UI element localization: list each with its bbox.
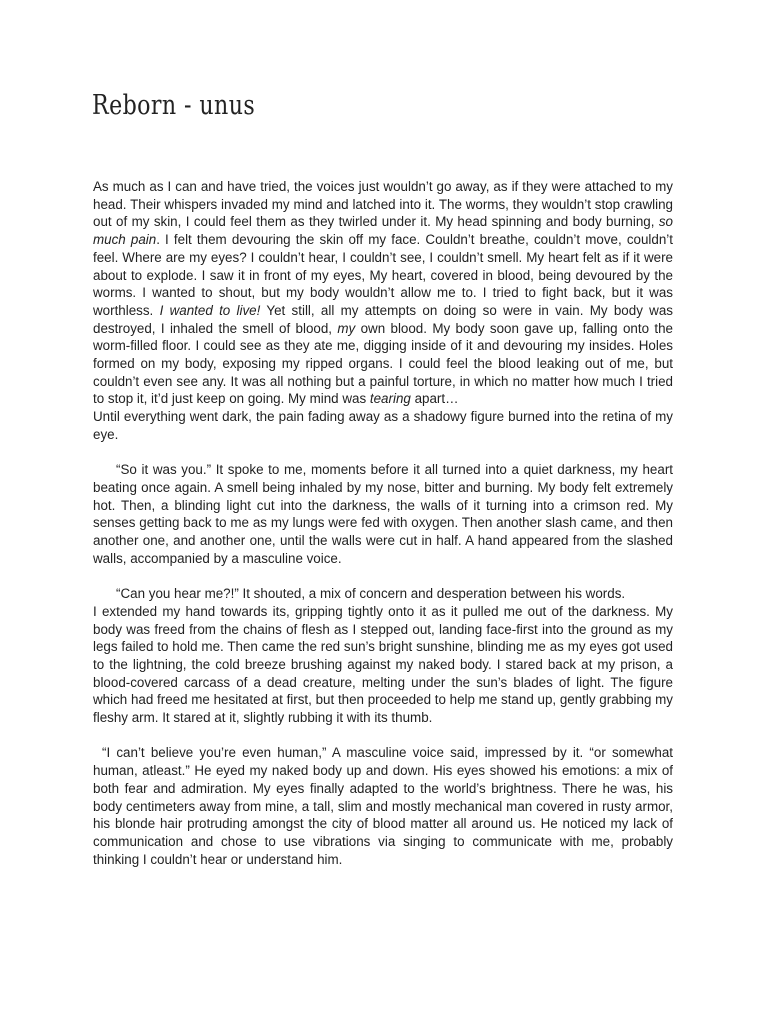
emphasis-my: my: [337, 320, 356, 336]
paragraph-gap: [93, 444, 673, 462]
paragraph-2: Until everything went dark, the pain fading away as a shadowy figure burned into the retina of my eye.: [93, 409, 673, 442]
story-body: [93, 178, 673, 868]
paragraph-1-text-g: own blood. My body soon gave up, falling onto the worm-filled floor. I could see as they ate me, digging inside of it and devouring my insides. Holes formed on my body, exposing my ripped organs. I could feel the blood leaking out of me, but couldn’t even see any. It was all nothing but a painful torture, in which no matter how much I tried to stop it, it’d just keep on going. My mind was: [93, 320, 673, 407]
paragraph-gap: [93, 567, 673, 585]
paragraph-1-text-e: Yet still, all my attempts on doing so were in vain. My body was destroyed, I inhaled the smell of blood,: [93, 302, 673, 336]
paragraph-gap: [93, 727, 673, 745]
paragraph-5: I extended my hand towards its, gripping tightly onto it as it pulled me out of the darkness. My body was freed from the chains of flesh as I stepped out, landing face-first into the ground as my legs failed to hold me. Then came the red sun’s bright sunshine, blinding me as my eyes got used to the lightning, the cold breeze brushing against my naked body. I stared back at my prison, a blood-covered carcass of a dead creature, melting under the sun’s blades of light. The figure which had freed me hesitated at first, but then proceeded to help me stand up, gently grabbing my fleshy arm. It stared at it, slightly rubbing it with its thumb.: [93, 603, 673, 726]
paragraph-1: [93, 178, 673, 408]
paragraph-4: “Can you hear me?!” It shouted, a mix of concern and desperation between his words.: [116, 586, 626, 602]
paragraph-1-text-a: As much as I can and have tried, the voices just wouldn’t go away, as if they were attached to my head. Their whispers invaded my mind and latched into it. The worms, they wouldn’t stop crawling out of my skin, I could feel them as they twirled under it. My head spinning and body burning,: [93, 179, 673, 230]
paragraph-1-text-i: apart…: [410, 391, 459, 407]
emphasis-tearing: tearing: [369, 391, 411, 407]
chapter-title: Reborn - unus: [92, 90, 256, 121]
paragraph-1-text-c: . I felt them devouring the skin off my face. Couldn’t breathe, couldn’t move, couldn’t feel. Where are my eyes? I couldn’t hear, I couldn’t see, I couldn’t smell. My heart felt as if it were about to explode. I saw it in front of my eyes, My heart, covered in blood, being devoured by the worms. I wanted to shout, but my body wouldn’t allow me to. I tried to fight back, but it was worthless.: [93, 232, 673, 318]
emphasis-i-wanted-to-live: I wanted to live!: [159, 302, 261, 318]
paragraph-6: “I can’t believe you’re even human,” A masculine voice said, impressed by it. “or somewhat human, atleast.” He eyed my naked body up and down. His eyes showed his emotions: a mix of both fear and admiration. My eyes finally adapted to the world’s brightness. There he was, his body centimeters away from mine, a tall, slim and mostly mechanical man covered in rusty armor, his blonde hair protruding amongst the city of blood matter all around us. He noticed my lack of communication and chose to use vibrations via singing to communicate with me, probably thinking I couldn’t hear or understand him.: [93, 745, 673, 867]
paragraph-3: “So it was you.” It spoke to me, moments before it all turned into a quiet darkness, my heart beating once again. A smell being inhaled by my nose, bitter and burning. My body felt extremely hot. Then, a blinding light cut into the darkness, the walls of it turning into a crimson red. My senses getting back to me as my lungs were fed with oxygen. Then another slash came, and then another one, and another one, until the walls were cut in half. A hand appeared from the slashed walls, accompanied by a masculine voice.: [93, 462, 673, 566]
emphasis-so-much-pain: so much pain: [93, 214, 673, 248]
